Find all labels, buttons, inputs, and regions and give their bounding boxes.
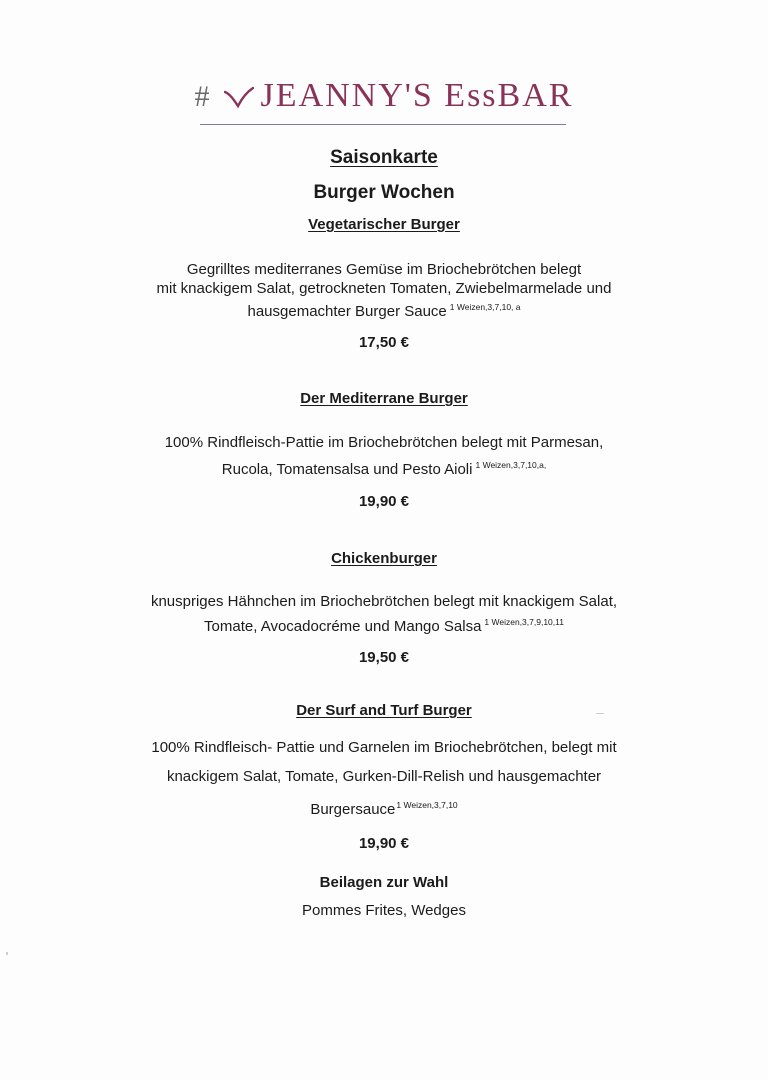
item-description-chicken [0,592,768,637]
allergen-note: 1 Weizen,3,7,9,10,11 [484,617,564,627]
sides-text: Pommes Frites, Wedges [302,902,466,919]
description-line: knuspriges Hähnchen im Briochebrötchen belegt mit knackigem Salat, [150,593,618,610]
description-line: 100% Rindfleisch- Pattie und Garnelen im Briochebrötchen, belegt mit [151,739,617,756]
logo-hash: # [194,80,212,113]
allergen-note: 1 Weizen,3,7,10, a [449,302,521,312]
sides-title: Beilagen zur Wahl [319,874,449,891]
menu-subtitle: Burger Wochen [313,182,455,203]
item-description-vegetarian [0,260,768,321]
item-price-chicken: 19,50 € [358,649,410,666]
item-description-surf-and-turf [0,733,768,824]
item-title-chicken: Chickenburger [331,550,437,567]
scan-speck [6,952,8,955]
description-text: Burgersauce [310,801,396,818]
swoosh-icon [224,86,254,110]
scan-speck [596,713,604,714]
menu-title: Saisonkarte [330,147,438,168]
description-line [0,298,768,321]
description-line: mit knackigem Salat, getrockneten Tomaten, Zwiebelmarmelade und [156,280,612,297]
description-line [0,791,768,824]
description-line: knackigem Salat, Tomate, Gurken-Dill-Relish und hausgemachter [166,768,602,785]
item-title-mediterranean: Der Mediterrane Burger [300,390,468,407]
description-text: Tomate, Avocadocréme und Mango Salsa [204,618,482,635]
item-price-mediterranean: 19,90 € [358,493,410,510]
description-text: Rucola, Tomatensalsa und Pesto Aioli [221,461,473,478]
item-title-surf-and-turf: Der Surf and Turf Burger [296,702,472,719]
description-line: 100% Rindfleisch-Pattie im Briochebrötchen belegt mit Parmesan, [164,434,604,451]
item-title-vegetarian: Vegetarischer Burger [308,216,460,233]
allergen-note: 1 Weizen,3,7,10,a, [475,460,547,470]
item-description-mediterranean [0,432,768,481]
allergen-note: 1 Weizen,3,7,10 [396,800,458,810]
logo-divider [200,124,566,125]
restaurant-logo [0,72,768,121]
item-price-surf-and-turf: 19,90 € [358,835,410,852]
item-price-vegetarian: 17,50 € [358,334,410,351]
description-line: Gegrilltes mediterranes Gemüse im Briochebrötchen belegt [186,261,582,278]
description-line [0,454,768,481]
description-text: hausgemachter Burger Sauce [247,303,447,320]
description-line [0,612,768,637]
logo-text: JEANNY'S EssBAR [260,77,574,114]
